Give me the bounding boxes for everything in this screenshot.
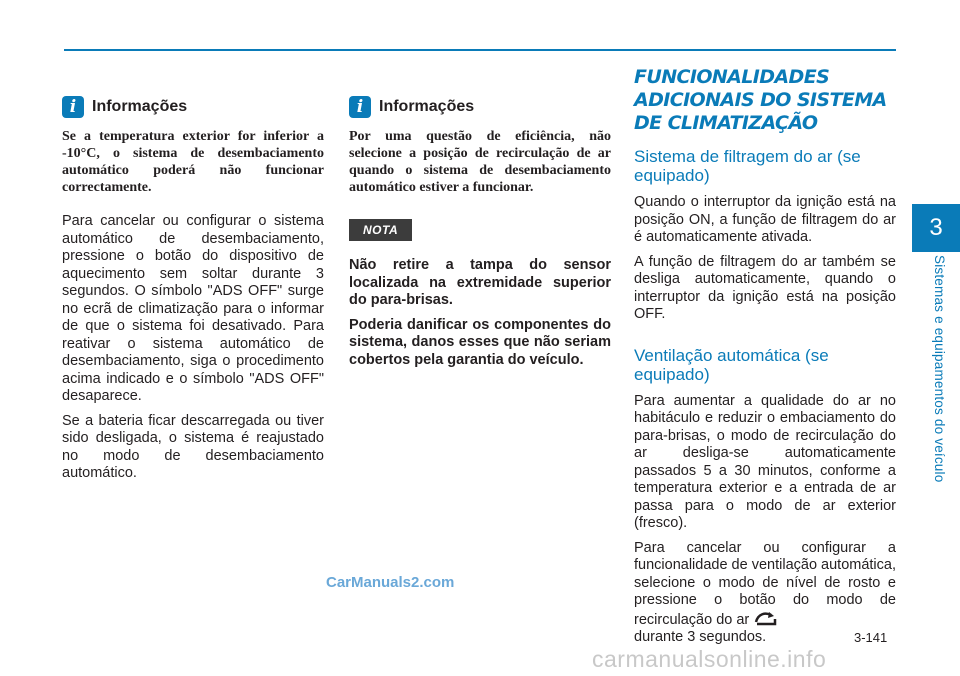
chapter-label: Sistemas e equipamentos do veículo [932, 255, 947, 483]
info-text: Por uma questão de eficiência, não selecione a posição de recirculação de ar quando o sistema de desembaciamento automático estiver a funcionar. [349, 129, 611, 195]
subsection-title: Sistema de filtragem do ar (se equipado) [634, 147, 861, 185]
paragraph: Para aumentar a qualidade do ar no habitáculo e reduzir o embaciamento do para-brisas, o modo de recirculação do ar desliga-se automaticamente passados 5 a 30 minutos, conforme a temperatura exterior e a entrada de ar passa para o modo de ar exterior (fresco). [634, 392, 896, 531]
top-rule [64, 49, 896, 51]
section-title: FUNCIONALIDADES ADICIONAIS DO SISTEMA DE CLIMATIZAÇÃO [634, 66, 887, 134]
footer-watermark: carmanualsonline.info [592, 646, 827, 672]
column-2 [349, 96, 611, 376]
info-header [349, 96, 611, 118]
paragraph: Quando o interruptor da ignição está na posição ON, a função de filtragem do ar é automaticamente ativada. [634, 194, 896, 245]
paragraph-text: Para cancelar ou configurar a funcionalidade de ventilação automática, selecione o modo de nível de rosto e pressione o botão do modo de recirculação do ar [634, 539, 896, 628]
paragraph: Poderia danificar os componentes do sistema, danos esses que não seriam cobertos pela garantia do veículo. [349, 316, 611, 368]
subsection-title: Ventilação automática (se equipado) [634, 345, 829, 384]
nota-badge: NOTA [349, 219, 412, 241]
page-number: 3-141 [854, 630, 888, 645]
paragraph: Se a bateria ficar descarregada ou tiver sido desligada, o sistema é reajustado no modo de desembaciamento automático. [62, 412, 324, 481]
chapter-tab: 3 [912, 204, 960, 252]
paragraph: Não retire a tampa do sensor localizada na extremidade superior do para-brisas. [349, 257, 611, 308]
column-1 [62, 96, 324, 490]
info-icon: i [62, 96, 84, 118]
info-title: Informações [92, 98, 188, 115]
info-title: Informações [379, 98, 475, 115]
paragraph: Para cancelar ou configurar o sistema automático de desembaciamento, pressione o botão do dispositivo de aquecimento sem soltar durante 3 segundos. O símbolo "ADS OFF" surge no ecrã de climatização para o informar de que o sistema foi desativado. Para reativar o sistema automático de desembaciamento, siga o procedimento acima indicado e o símbolo "ADS OFF" desaparece. [62, 213, 324, 404]
paragraph-text: durante 3 segundos. [634, 629, 767, 645]
watermark: CarManuals2.com [326, 574, 455, 591]
column-3 [634, 66, 896, 647]
info-icon: i [349, 96, 371, 118]
info-header [62, 96, 324, 118]
info-text: Se a temperatura exterior for inferior a -10°C, o sistema de desembaciamento automático poderá não funcionar correctamente. [62, 129, 324, 195]
paragraph: A função de filtragem do ar também se desliga automaticamente, quando o interruptor da ignição está na posição OFF. [634, 253, 896, 322]
recirculation-icon [753, 610, 779, 626]
